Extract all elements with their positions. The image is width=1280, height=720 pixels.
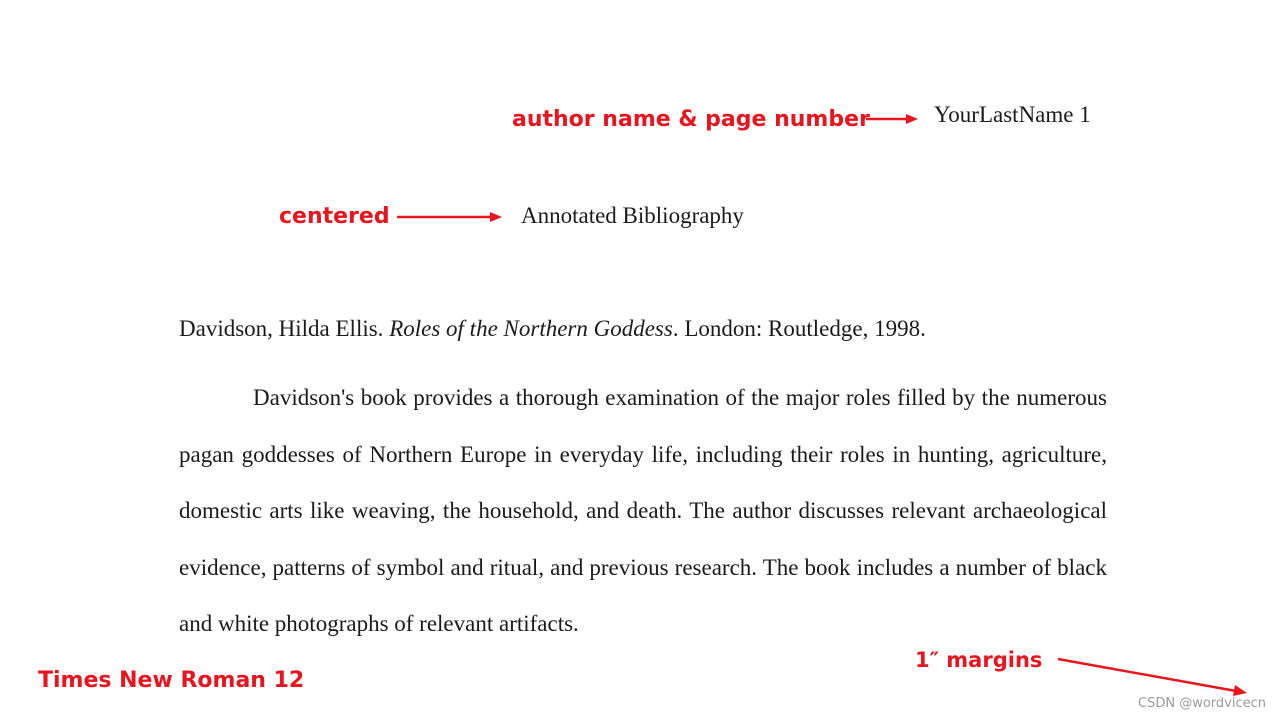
arrow-head-icon xyxy=(1233,685,1247,696)
arrow-head-icon xyxy=(906,114,918,124)
running-head: YourLastName 1 xyxy=(934,102,1091,127)
callout-author-page-label: author name & page number xyxy=(512,107,870,132)
citation-entry xyxy=(179,316,926,342)
callout-margins-label: 1″ margins xyxy=(915,648,1043,672)
citation-work-title: Roles of the Northern Goddess xyxy=(389,316,673,341)
watermark: CSDN @wordvicecn xyxy=(1138,696,1266,711)
arrow-diagonal-icon xyxy=(1058,659,1236,691)
arrow-head-icon xyxy=(490,212,502,222)
annotation-paragraph: Davidson's book provides a thorough examination of the major roles filled by the numerous pagan goddesses of Northern Europe in everyday life, including their roles in hunting, agriculture, domestic arts like weaving, the household, and death. The author discusses relevant archaeological evidence, patterns of symbol and ritual, and previous research. The book includes a number of black and white photographs of relevant artifacts. xyxy=(179,385,1107,636)
citation-publication: . London: Routledge, 1998. xyxy=(672,316,926,341)
callout-font-label: Times New Roman 12 xyxy=(38,668,305,693)
document-title: Annotated Bibliography xyxy=(521,203,744,228)
callout-centered-label: centered xyxy=(279,204,390,229)
citation-author: Davidson, Hilda Ellis. xyxy=(179,316,390,341)
